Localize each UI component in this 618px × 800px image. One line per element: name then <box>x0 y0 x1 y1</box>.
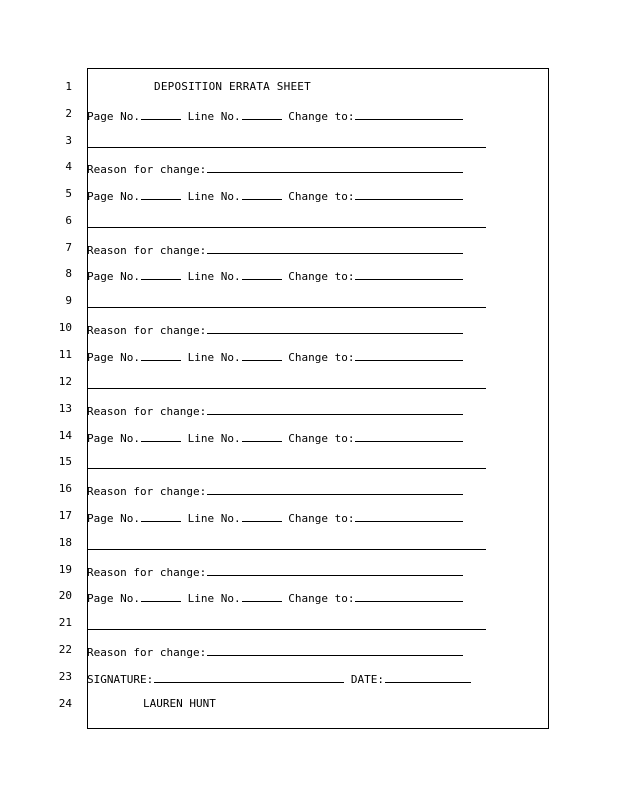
line-17 <box>0 507 618 527</box>
line-number: 18 <box>58 536 72 549</box>
line-12 <box>0 373 618 393</box>
line-no-field[interactable] <box>242 187 282 200</box>
signer-name: LAUREN HUNT <box>143 697 216 710</box>
change-to-label: Change to: <box>288 270 355 283</box>
reason-label: Reason for change: <box>87 324 207 337</box>
line-number: 16 <box>58 482 72 495</box>
line-no-field[interactable] <box>242 589 282 602</box>
page-line-change-row <box>87 589 463 606</box>
line-18 <box>0 534 618 554</box>
line-number: 15 <box>58 455 72 468</box>
change-to-field[interactable] <box>355 348 463 361</box>
reason-row <box>87 482 463 499</box>
page-no-field[interactable] <box>141 509 181 522</box>
line-number: 5 <box>65 187 72 200</box>
line-22 <box>0 641 618 661</box>
page-no-field[interactable] <box>141 267 181 280</box>
line-no-label: Line No. <box>187 110 241 123</box>
reason-field[interactable] <box>207 563 463 576</box>
change-to-field[interactable] <box>355 267 463 280</box>
line-number: 1 <box>65 80 72 93</box>
page-no-label: Page No. <box>87 110 140 123</box>
page-no-field[interactable] <box>141 107 181 120</box>
line-number: 3 <box>65 134 72 147</box>
line-number: 7 <box>65 241 72 254</box>
line-16 <box>0 480 618 500</box>
page-line-change-row <box>87 107 463 124</box>
page-no-field[interactable] <box>141 589 181 602</box>
line-number: 4 <box>65 160 72 173</box>
change-text-field[interactable] <box>87 388 486 389</box>
line-number: 8 <box>65 267 72 280</box>
change-to-label: Change to: <box>288 110 355 123</box>
line-number: 20 <box>58 589 72 602</box>
line-10 <box>0 319 618 339</box>
line-no-label: Line No. <box>187 351 241 364</box>
change-to-label: Change to: <box>288 190 355 203</box>
change-to-field[interactable] <box>355 429 463 442</box>
page-no-label: Page No. <box>87 592 140 605</box>
page-no-label: Page No. <box>87 512 140 525</box>
line-no-field[interactable] <box>242 107 282 120</box>
change-to-label: Change to: <box>288 351 355 364</box>
reason-label: Reason for change: <box>87 566 207 579</box>
line-2 <box>0 105 618 125</box>
line-no-field[interactable] <box>242 267 282 280</box>
line-21 <box>0 614 618 634</box>
line-14 <box>0 427 618 447</box>
line-23 <box>0 668 618 688</box>
line-no-label: Line No. <box>187 592 241 605</box>
sheet-title: DEPOSITION ERRATA SHEET <box>154 80 311 93</box>
line-number: 11 <box>58 348 72 361</box>
change-text-field[interactable] <box>87 629 486 630</box>
page-line-change-row <box>87 267 463 284</box>
line-8 <box>0 265 618 285</box>
reason-field[interactable] <box>207 482 463 495</box>
line-number: 21 <box>58 616 72 629</box>
reason-field[interactable] <box>207 402 463 415</box>
line-number: 17 <box>58 509 72 522</box>
line-number: 19 <box>58 563 72 576</box>
reason-label: Reason for change: <box>87 646 207 659</box>
page-line-change-row <box>87 348 463 365</box>
line-no-field[interactable] <box>242 509 282 522</box>
line-5 <box>0 185 618 205</box>
line-7 <box>0 239 618 259</box>
line-no-label: Line No. <box>187 432 241 445</box>
reason-row <box>87 563 463 580</box>
line-4 <box>0 158 618 178</box>
change-to-field[interactable] <box>355 187 463 200</box>
reason-label: Reason for change: <box>87 485 207 498</box>
page-no-field[interactable] <box>141 348 181 361</box>
change-to-field[interactable] <box>355 107 463 120</box>
reason-row <box>87 160 463 177</box>
page-no-field[interactable] <box>141 429 181 442</box>
line-3 <box>0 132 618 152</box>
line-24 <box>0 695 618 715</box>
line-no-field[interactable] <box>242 348 282 361</box>
line-number: 10 <box>58 321 72 334</box>
page-line-change-row <box>87 187 463 204</box>
reason-label: Reason for change: <box>87 163 207 176</box>
line-13 <box>0 400 618 420</box>
page-no-label: Page No. <box>87 190 140 203</box>
line-no-label: Line No. <box>187 512 241 525</box>
line-20 <box>0 587 618 607</box>
signature-row <box>87 670 471 687</box>
change-to-field[interactable] <box>355 509 463 522</box>
reason-label: Reason for change: <box>87 244 207 257</box>
line-number: 6 <box>65 214 72 227</box>
line-9 <box>0 292 618 312</box>
signature-label: SIGNATURE: <box>87 673 154 686</box>
line-number: 14 <box>58 429 72 442</box>
change-to-label: Change to: <box>288 512 355 525</box>
line-no-label: Line No. <box>187 270 241 283</box>
line-number: 2 <box>65 107 72 120</box>
change-to-label: Change to: <box>288 592 355 605</box>
page-line-change-row <box>87 509 463 526</box>
line-6 <box>0 212 618 232</box>
reason-field[interactable] <box>207 643 463 656</box>
date-label: DATE: <box>350 673 384 686</box>
reason-row <box>87 402 463 419</box>
line-number: 22 <box>58 643 72 656</box>
line-15 <box>0 453 618 473</box>
line-number: 13 <box>58 402 72 415</box>
reason-field[interactable] <box>207 321 463 334</box>
signature-field[interactable] <box>154 670 344 683</box>
change-text-field[interactable] <box>87 307 486 308</box>
change-text-field[interactable] <box>87 549 486 550</box>
line-number: 24 <box>58 697 72 710</box>
reason-field[interactable] <box>207 241 463 254</box>
line-number: 12 <box>58 375 72 388</box>
page-no-field[interactable] <box>141 187 181 200</box>
date-field[interactable] <box>385 670 471 683</box>
page-no-label: Page No. <box>87 270 140 283</box>
change-to-field[interactable] <box>355 589 463 602</box>
line-1 <box>0 78 618 98</box>
line-19 <box>0 561 618 581</box>
page-no-label: Page No. <box>87 432 140 445</box>
line-no-field[interactable] <box>242 429 282 442</box>
line-no-label: Line No. <box>187 190 241 203</box>
reason-label: Reason for change: <box>87 405 207 418</box>
change-text-field[interactable] <box>87 227 486 228</box>
page-line-change-row <box>87 429 463 446</box>
change-text-field[interactable] <box>87 468 486 469</box>
line-number: 23 <box>58 670 72 683</box>
reason-row <box>87 643 463 660</box>
change-text-field[interactable] <box>87 147 486 148</box>
line-number: 9 <box>65 294 72 307</box>
reason-field[interactable] <box>207 160 463 173</box>
page-no-label: Page No. <box>87 351 140 364</box>
reason-row <box>87 321 463 338</box>
change-to-label: Change to: <box>288 432 355 445</box>
line-11 <box>0 346 618 366</box>
reason-row <box>87 241 463 258</box>
